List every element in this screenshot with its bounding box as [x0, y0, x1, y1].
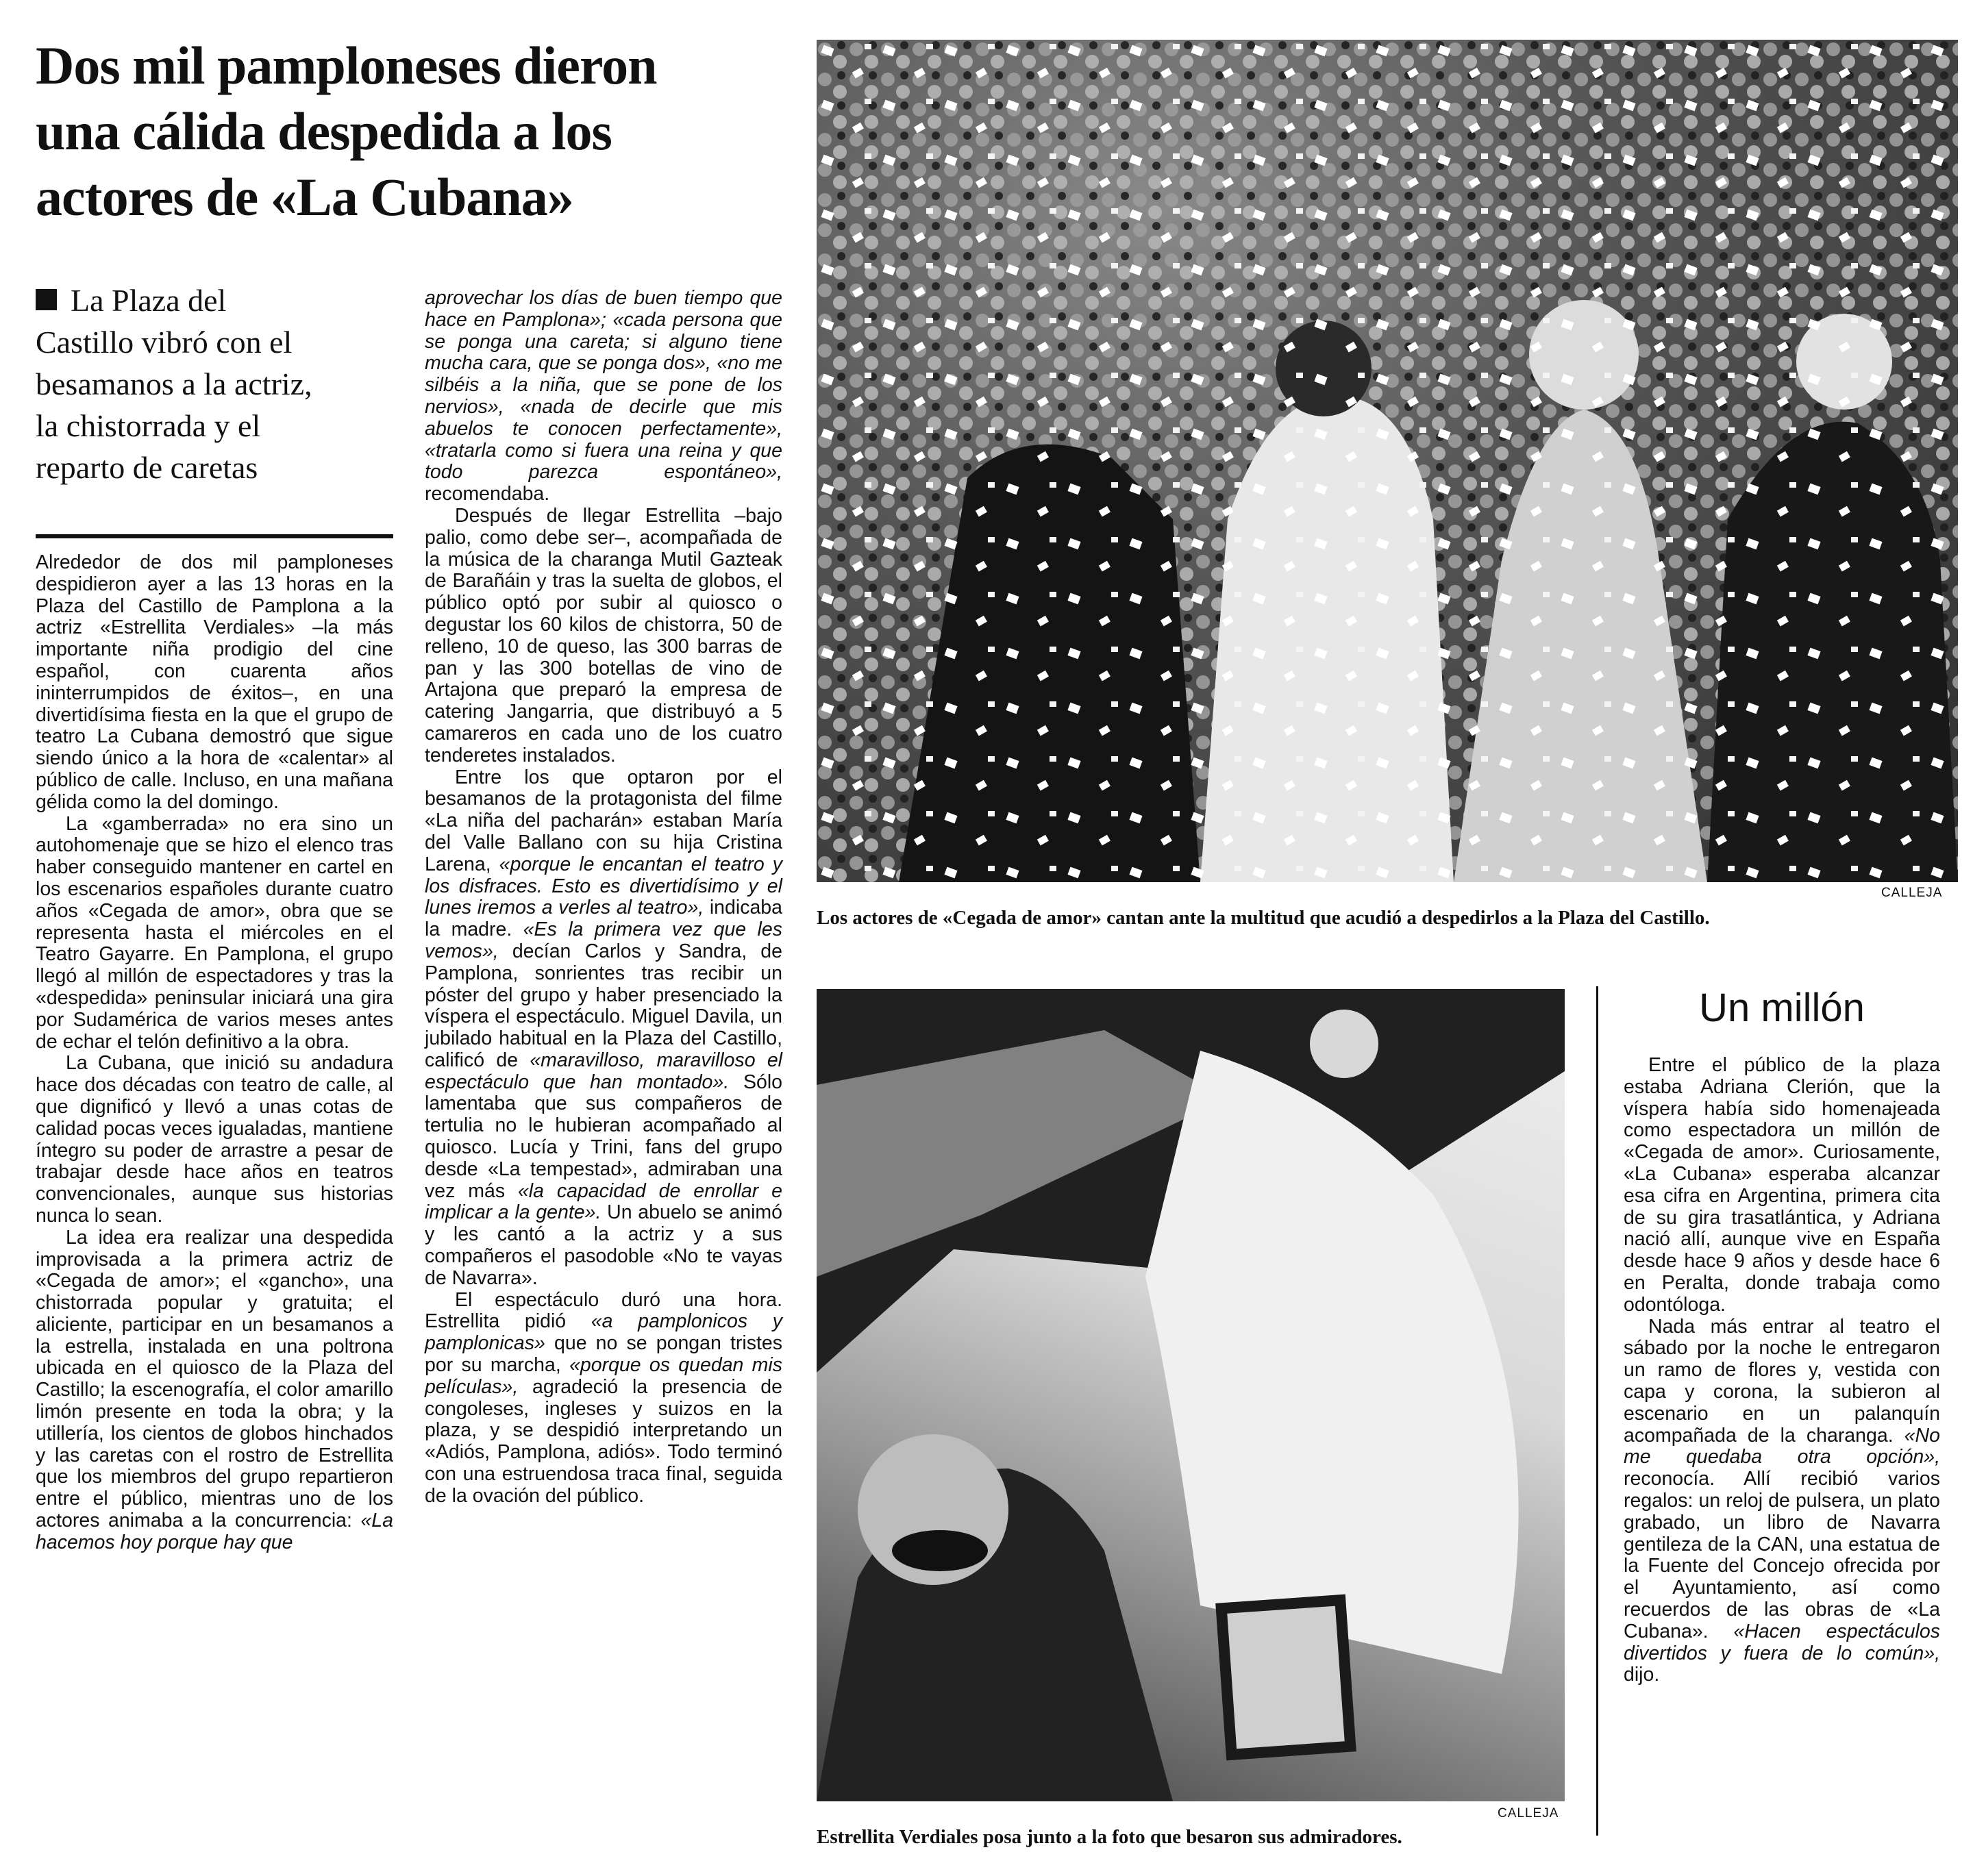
sidebar-column: [1624, 1055, 1940, 1686]
subhead-line: reparto de caretas: [36, 450, 258, 485]
article-column-1: [36, 552, 393, 1554]
headline-line: actores de «La Cubana»: [36, 167, 573, 227]
subhead-line: [36, 279, 399, 321]
photo-credit: CALLEJA: [1881, 886, 1943, 900]
crowd-photo-illustration: [817, 40, 1958, 882]
paragraph: Entre el público de la plaza estaba Adriana Clerión, que la víspera había sido homenajeada como espectadora un millón de «Cegada de amor». Curiosamente, «La Cubana» esperaba alcanzar esa cifra en Argentina, primera cita de su gira trasatlántica, y Adriana nació allí, aunque vive en España desde hace 9 años y desde hace 6 en Peralta, donde trabaja como odontóloga.: [1624, 1054, 1940, 1316]
paragraph: Nada más entrar al teatro el sábado por la noche le entregaron un ramo de flores y, vestida con capa y corona, la subieron al escenario en un palanquín acompañada de la charanga. «No me quedaba otra opción», reconocía. Allí recibió varios regalos: un reloj de pulsera, un plato grabado, un libro de Navarra gentileza de la CAN, una estatua de la Fuente del Concejo ofrecida por el Ayuntamiento, así como recuerdos de las obras de «La Cubana». «Hacen espectáculos divertidos y fuera de lo común», dijo.: [1624, 1315, 1940, 1686]
paragraph: La idea era realizar una despedida improvisada a la primera actriz de «Cegada de amor»; el «gancho», una chistorrada popular y gratuita; el aliciente, participar en un besamanos a la estrella, instalada en una poltrona ubicada en el quiosco de la Plaza del Castillo; la escenografía, el color amarillo limón presente en toda la obra; y la utillería, los cientos de globos hinchados y las caretas con el rostro de Estrellita que los miembros del grupo repartieron entre el público, mientras uno de los actores animaba a la concurrencia: «La hacemos hoy porque hay que: [36, 1226, 393, 1553]
subhead-line-text: La Plaza del: [71, 283, 227, 318]
subhead-divider: [36, 534, 393, 538]
portrait-photo-illustration: [817, 989, 1565, 1801]
subhead-line: besamanos a la actriz,: [36, 366, 312, 401]
photo-caption: Estrellita Verdiales posa junto a la foto que besaron sus admiradores.: [817, 1826, 1402, 1848]
sidebar-title: Un millón: [1699, 986, 1865, 1030]
bullet-square-icon: [36, 289, 57, 310]
headline-line: Dos mil pamploneses dieron: [36, 36, 657, 95]
subhead: [36, 279, 399, 488]
paragraph: aprovechar los días de buen tiempo que hace en Pamplona»; «cada persona que se ponga una careta; si alguno tiene mucha cara, que se ponga dos», «no me silbéis a la niña, que se pone de los nervios», «nada de decirle que mis abuelos te conocen perfectamente», «tratarla como si fuera una reina y que todo parezca espontáneo», recomendaba.: [425, 287, 782, 505]
portrait-photo: [817, 989, 1565, 1801]
photo-caption: Los actores de «Cegada de amor» cantan ante la multitud que acudió a despedirlos a la Plaza del Castillo.: [817, 907, 1710, 929]
paragraph: La Cubana, que inició su andadura hace dos décadas con teatro de calle, al que dignificó y llevó a unas cotas de calidad pocas veces igualadas, mantiene íntegro su poder de arrastre a pesar de trabajar desde hace años en teatros convencionales, aunque sus historias nunca lo sean.: [36, 1052, 393, 1227]
paragraph: El espectáculo duró una hora. Estrellita pidió «a pamplonicos y pamplonicas» que no se pongan tristes por su marcha, «porque os quedan mis películas», agradeció la presencia de congoleses, ingleses y suizos en la plaza, y se despidió interpretando un «Adiós, Pamplona, adiós». Todo terminó con una estruendosa traca final, seguida de la ovación del público.: [425, 1288, 782, 1507]
paragraph: Entre los que optaron por el besamanos de la protagonista del filme «La niña del pacharán» estaban María del Valle Ballano con su hija Cristina Larena, «porque le encantan el teatro y los disfraces. Esto es divertidísimo y el lunes iremos a verles al teatro», indicaba la madre. «Es la primera vez que les vemos», decían Carlos y Sandra, de Pamplona, sonrientes tras recibir un póster del grupo y haber presenciado la víspera el espectáculo. Miguel Davila, un jubilado habitual en la Plaza del Castillo, calificó de «maravilloso, maravilloso el espectáculo que han montado». Sólo lamentaba que sus compañeros de tertulia no le hubieran acompañado al quiosco. Lucía y Trini, fans del grupo desde «La tempestad», admiraban una vez más «la capacidad de enrollar e implicar a la gente». Un abuelo se animó y les cantó a la actriz y a sus compañeros el pasodoble «No te vayas de Navarra».: [425, 766, 783, 1289]
photo-credit: CALLEJA: [1498, 1806, 1559, 1821]
paragraph: Después de llegar Estrellita –bajo palio, como debe ser–, acompañada de la música de la charanga Mutil Gazteak de Barañáin y tras la suelta de globos, el público optó por subir al quiosco o degustar los 60 kilos de chistorra, 50 de relleno, 10 de queso, las 300 barras de pan y las 300 botellas de vino de Artajona que preparó la empresa de catering Jangarria, que distribuyó a 5 camareros en cada uno de los cuatro tenderetes instalados.: [425, 504, 782, 766]
subhead-line: la chistorrada y el: [36, 408, 261, 443]
subhead-line: Castillo vibró con el: [36, 325, 293, 360]
headline-line: una cálida despedida a los: [36, 101, 612, 161]
headline: [36, 33, 803, 230]
article-column-2: [425, 288, 782, 1508]
crowd-photo: [817, 40, 1958, 882]
sidebar-divider: [1596, 986, 1598, 1836]
paragraph: Alrededor de dos mil pamploneses despidieron ayer a las 13 horas en la Plaza del Castillo de Pamplona a la actriz «Estrellita Verdiales» –la más importante niña prodigio del cine español, con cuarenta años ininterrumpidos de éxitos–, en una divertidísima fiesta en la que el grupo de teatro La Cubana demostró que sigue siendo único a la hora de «calentar» al público de calle. Incluso, en una mañana gélida como la del domingo.: [36, 551, 393, 813]
paragraph: La «gamberrada» no era sino un autohomenaje que se hizo el elenco tras haber conseguido mantener en cartel en los escenarios españoles durante cuatro años «Cegada de amor», obra que se representa hasta el miércoles en el Teatro Gayarre. En Pamplona, el grupo llegó al millón de espectadores y tras la «despedida» peninsular iniciará una gira por Sudamérica de varios meses antes de echar el telón definitivo a la obra.: [36, 812, 393, 1053]
